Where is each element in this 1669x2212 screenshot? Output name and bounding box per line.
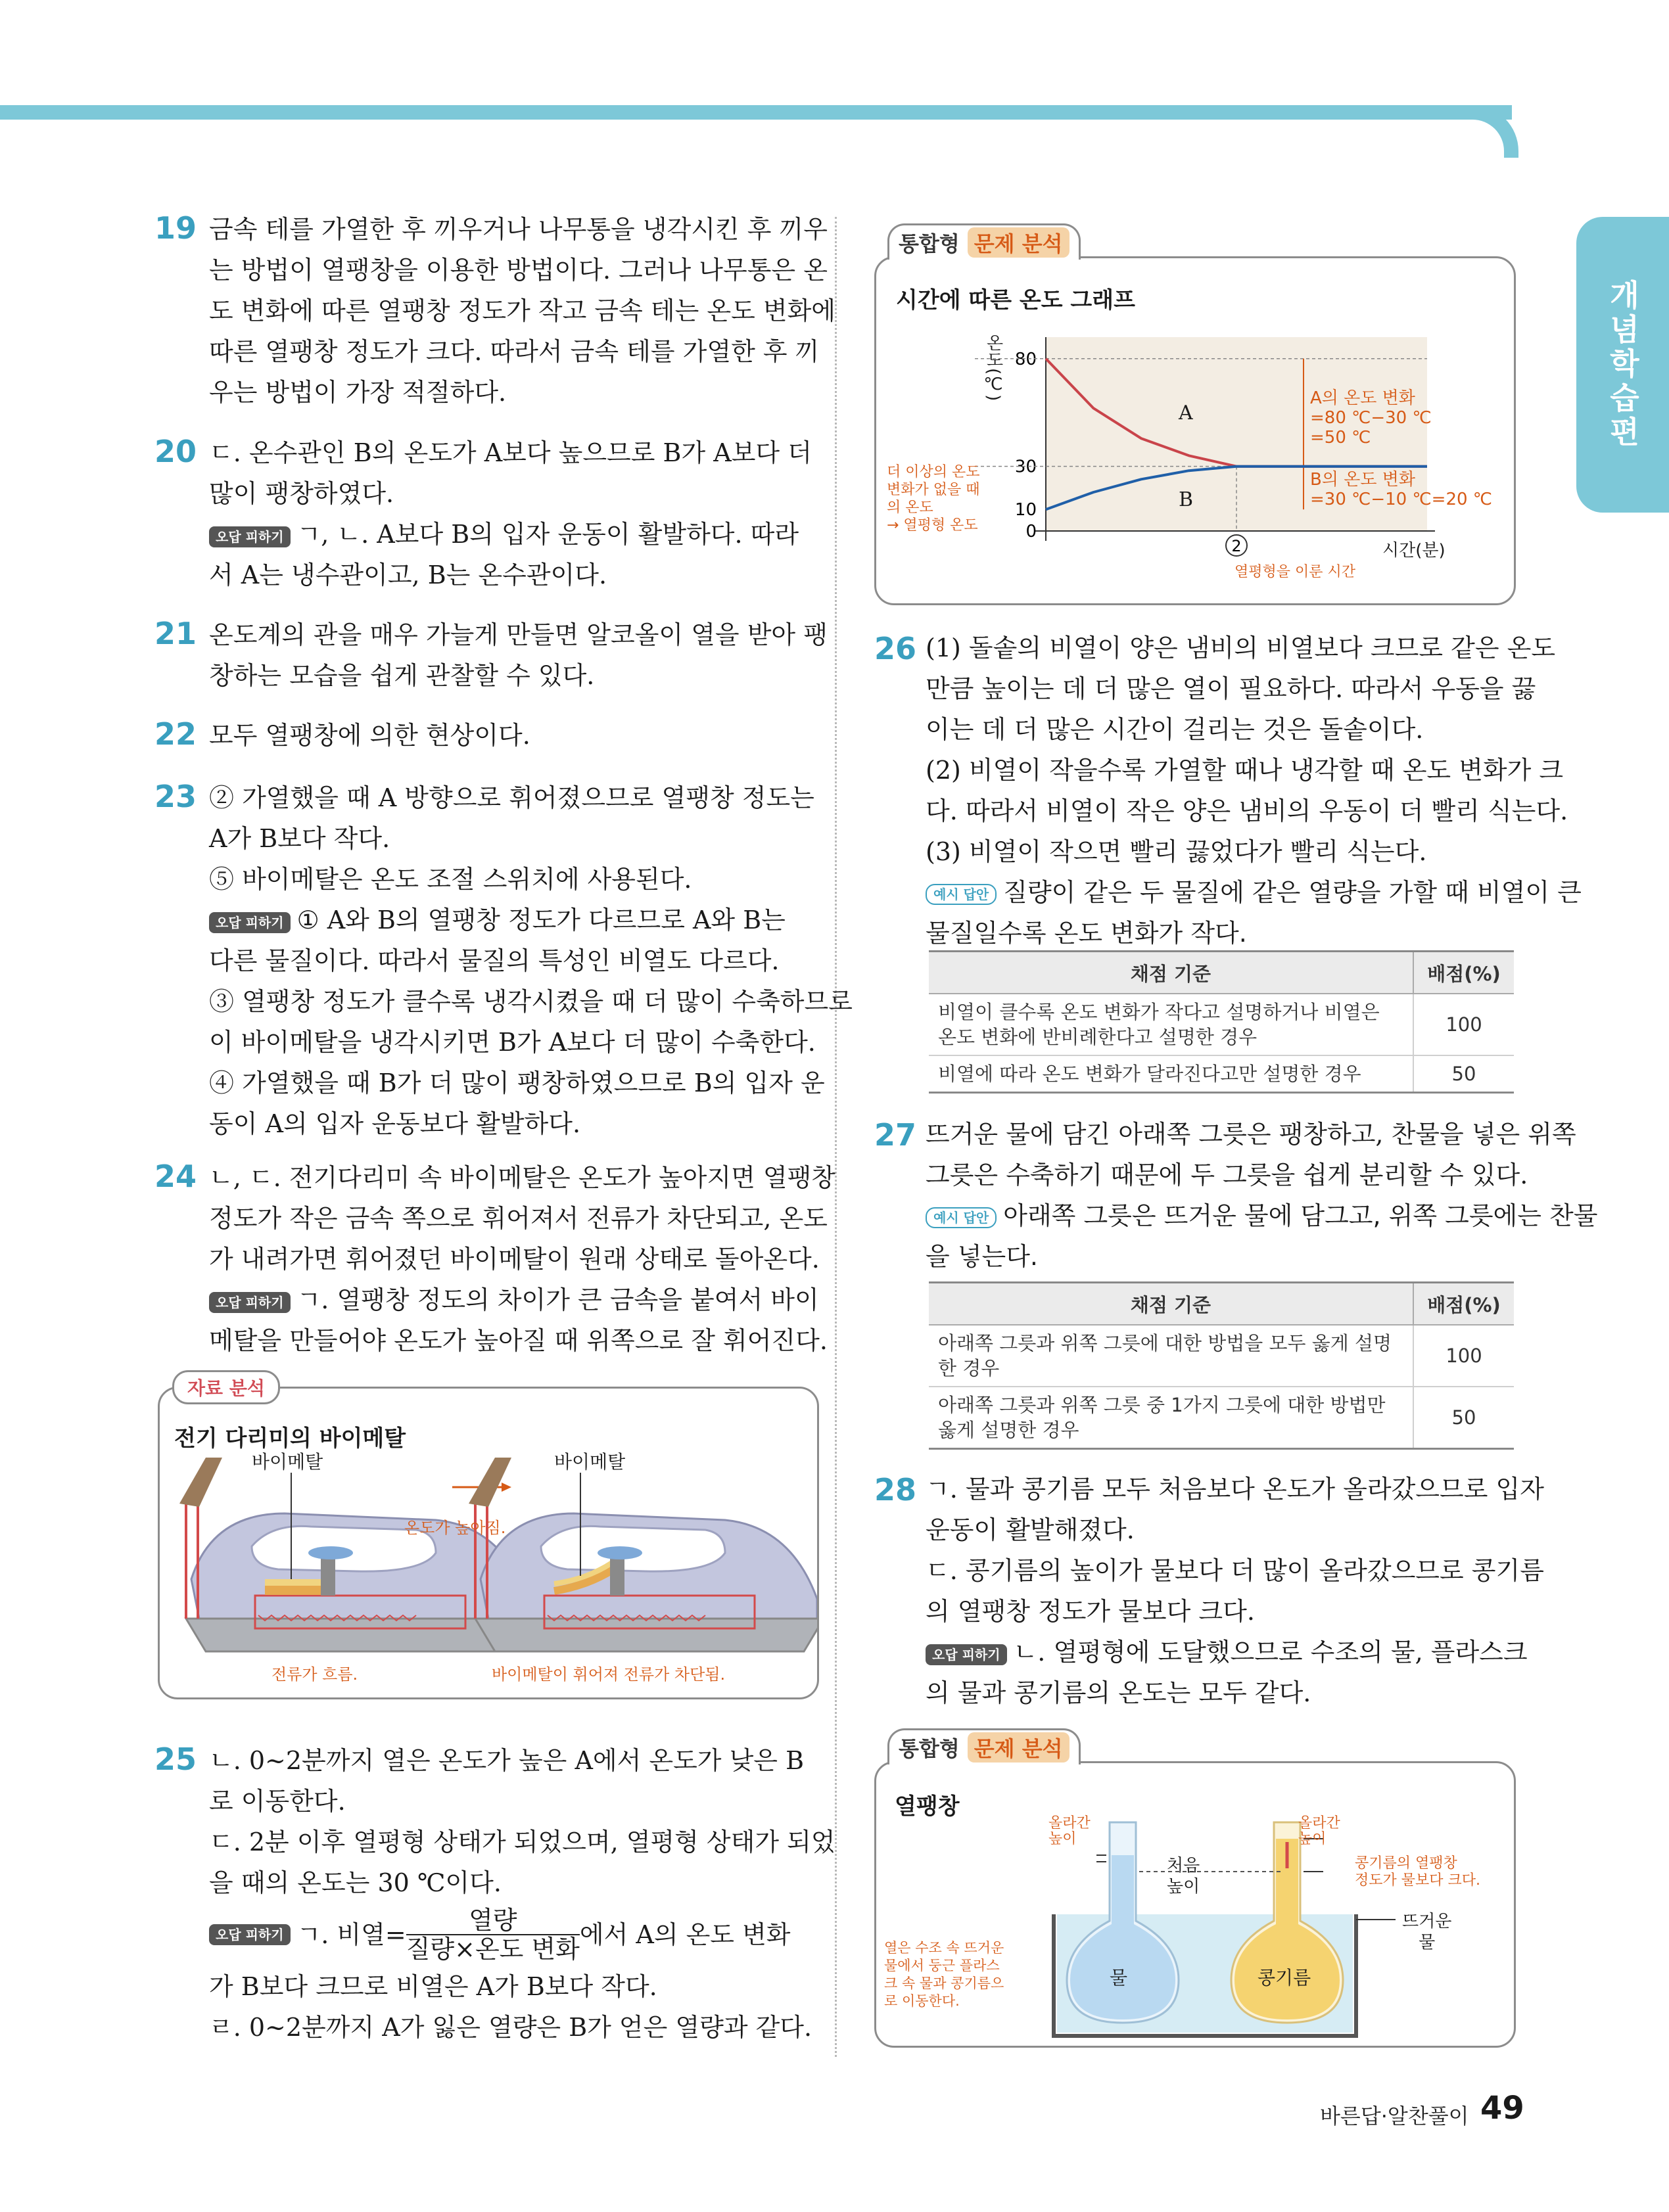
footer-label: 바른답·알찬풀이: [1320, 2104, 1469, 2129]
label-line: 높이: [1048, 1831, 1077, 1847]
q19-answer: [209, 209, 835, 413]
q27-line: 그릇은 수축하기 때문에 두 그릇을 쉽게 분리할 수 있다.: [926, 1161, 1528, 1189]
graph-xlabel: 시간(분): [1382, 541, 1446, 561]
q21-number: 21: [154, 616, 197, 651]
note-line: 로 이동한다.: [884, 1993, 960, 2009]
label-line: 뜨거운: [1402, 1912, 1452, 1931]
q28-wrong-line: ㄴ. 열평형에 도달했으므로 수조의 물, 플라스크: [1013, 1638, 1528, 1667]
note-line: 변화가 없을 때: [887, 482, 980, 498]
x-tick-label: 2: [1231, 537, 1242, 555]
table-cell: 아래쪽 그릇과 위쪽 그릇 중 1가지 그릇에 대한 방법만 옳게 설명한 경우: [929, 1387, 1413, 1449]
q21-answer: [209, 614, 828, 696]
fraction-denominator: 질량×온도 변화: [406, 1935, 580, 1964]
q19-number: 19: [154, 210, 197, 246]
table-cell: 50: [1413, 1387, 1514, 1449]
q28-line: 운동이 활발해졌다.: [926, 1515, 1135, 1544]
note-line: 콩기름의 열팽창: [1355, 1855, 1457, 1872]
q23-wrong-line: 이 바이메탈을 냉각시키면 B가 A보다 더 많이 수축한다.: [209, 1028, 816, 1057]
side-tab-label: 개념학습편: [1605, 279, 1641, 450]
table-row: [929, 1055, 1514, 1093]
y-tick-label: 30: [1014, 457, 1037, 477]
q25-wrong-post: 에서 A의 온도 변화: [579, 1920, 791, 1949]
q26-example-line: 질량이 같은 두 물질에 같은 열량을 가할 때 비열이 큰: [1003, 878, 1582, 907]
b-change-line: B의 온도 변화: [1310, 470, 1415, 490]
q25-line: 로 이동한다.: [209, 1787, 346, 1816]
q23-wrong-line: ③ 열팽창 정도가 클수록 냉각시켰을 때 더 많이 수축하므로: [209, 987, 853, 1016]
q26-answer: [926, 628, 1582, 954]
q28-line: 의 열팽창 정도가 물보다 크다.: [926, 1597, 1255, 1626]
q25-wrong-pre: ㄱ. 비열=: [296, 1920, 406, 1949]
note-line: 크 속 물과 콩기름으: [884, 1975, 1004, 1991]
note-line: 열은 수조 속 뜨거운: [884, 1940, 1004, 1956]
q21-line: 창하는 모습을 쉽게 관찰할 수 있다.: [209, 661, 595, 690]
graph-box-tab: [887, 223, 1081, 260]
q26-line: 다. 따라서 비열이 작은 양은 냄비의 우동이 더 빨리 식는다.: [926, 796, 1568, 825]
bimetal-label-right: 바이메탈: [554, 1451, 626, 1473]
q19-line: 금속 테를 가열한 후 끼우거나 나무통을 냉각시킨 후 끼우: [209, 215, 828, 244]
q26-line: (2) 비열이 작을수록 가열할 때나 냉각할 때 온도 변화가 크: [926, 756, 1564, 785]
q20-line: ㄷ. 온수관인 B의 온도가 A보다 높으므로 B가 A보다 더: [209, 438, 812, 467]
q23-number: 23: [154, 779, 197, 814]
q19-line: 우는 방법이 가장 적절하다.: [209, 378, 507, 407]
q25-line: ㄷ. 2분 이후 열평형 상태가 되었으며, 열평형 상태가 되었: [209, 1828, 835, 1856]
thermal-expansion-box: [874, 1761, 1516, 2048]
y-tick-label: 0: [1025, 522, 1037, 541]
caption-current-flows: 전류가 흐름.: [271, 1665, 358, 1684]
table-cell: 50: [1413, 1055, 1514, 1093]
q28-line: ㄱ. 물과 콩기름 모두 처음보다 온도가 올라갔으므로 입자: [926, 1475, 1544, 1504]
iron-illustration: [160, 1389, 817, 1697]
bimetal-iron-box: [158, 1387, 819, 1699]
oil-rise-label: [1298, 1816, 1340, 1847]
water-rise-label: [1048, 1816, 1091, 1847]
note-line: → 열평형 온도: [887, 517, 978, 534]
tab-analysis: 문제 분석: [968, 1732, 1070, 1763]
table-cell: 아래쪽 그릇과 위쪽 그릇에 대한 방법을 모두 옳게 설명한 경우: [929, 1325, 1413, 1387]
hot-water-label: [1402, 1911, 1451, 1953]
q19-line: 는 방법이 열팽창을 이용한 방법이다. 그러나 나무통은 온: [209, 256, 828, 285]
q24-wrong-line: 메탈을 만들어야 온도가 높아질 때 위쪽으로 잘 휘어진다.: [209, 1326, 828, 1355]
temperature-graph-box: [874, 256, 1516, 605]
table-header: 채점 기준: [929, 952, 1413, 994]
q23-answer: [209, 777, 853, 1144]
q22-line: 모두 열팽창에 의한 현상이다.: [209, 721, 530, 750]
q22-answer: [209, 715, 530, 756]
curve-a-label: A: [1179, 402, 1193, 425]
q23-wrong-line: ④ 가열했을 때 B가 더 많이 팽창하였으므로 B의 입자 운: [209, 1069, 825, 1097]
b-change-note: [1310, 470, 1492, 509]
q25-line: ㄴ. 0~2분까지 열은 온도가 높은 A에서 온도가 낮은 B: [209, 1746, 805, 1775]
q25-number: 25: [154, 1741, 197, 1777]
graph-box-title: 시간에 따른 온도 그래프: [896, 287, 1135, 313]
wrong-answer-tag: 오답 피하기: [209, 1292, 291, 1313]
q26-line: (1) 돌솥의 비열이 양은 냄비의 비열보다 크므로 같은 온도: [926, 634, 1556, 662]
q24-answer: [209, 1157, 835, 1361]
label-line: 물: [1419, 1933, 1436, 1952]
label-line: 처음: [1167, 1856, 1200, 1876]
table-row: [929, 1325, 1514, 1387]
q19-line: 도 변화에 따른 열팽창 정도가 작고 금속 테는 온도 변화에: [209, 296, 835, 325]
a-change-line: A의 온도 변화: [1310, 388, 1415, 408]
q24-line: 가 내려가면 휘어졌던 바이메탈이 원래 상태로 돌아온다.: [209, 1245, 820, 1274]
data-analysis-tag: 자료 분석: [172, 1370, 280, 1404]
q20-number: 20: [154, 434, 197, 469]
specific-heat-fraction: [406, 1906, 580, 1963]
q28-answer: [926, 1469, 1544, 1713]
label-line: 올라간: [1298, 1815, 1340, 1832]
q26-example-line: 물질일수록 온도 변화가 작다.: [926, 919, 1247, 948]
q27-scoring-table: [929, 1281, 1514, 1450]
bimetal-label-left: 바이메탈: [252, 1451, 323, 1473]
q23-line: A가 B보다 작다.: [209, 824, 390, 853]
tab-integrated: 통합형: [899, 231, 960, 256]
a-change-line: =50 ℃: [1310, 428, 1371, 448]
q20-wrong-line: 서 A는 냉수관이고, B는 온수관이다.: [209, 561, 607, 589]
q25-wrong-line: 가 B보다 크므로 비열은 A가 B보다 작다.: [209, 1972, 657, 2001]
q26-line: (3) 비열이 작으면 빨리 끓었다가 빨리 식는다.: [926, 837, 1427, 866]
note-line: 의 온도: [887, 499, 933, 516]
q26-line: 이는 데 더 많은 시간이 걸리는 것은 돌솥이다.: [926, 715, 1424, 744]
q26-line: 만큼 높이는 데 더 많은 열이 필요하다. 따라서 우동을 끓: [926, 674, 1536, 703]
example-answer-tag: 예시 답안: [926, 1207, 997, 1228]
q21-line: 온도계의 관을 매우 가늘게 만들면 알코올이 열을 받아 팽: [209, 620, 828, 649]
a-change-line: =80 ℃−30 ℃: [1310, 408, 1432, 428]
oil-expansion-note: [1355, 1855, 1480, 1889]
y-tick-label: 80: [1014, 349, 1037, 369]
q25-answer: [209, 1740, 835, 2048]
water-label: 물: [1110, 1967, 1128, 1989]
q27-number: 27: [874, 1117, 917, 1153]
q24-number: 24: [154, 1159, 197, 1194]
note-line: 더 이상의 온도: [887, 464, 980, 480]
table-row: [929, 1387, 1514, 1449]
q25-wrong-line: ㄹ. 0~2분까지 A가 잃은 열량은 B가 얻은 열량과 같다.: [209, 2013, 812, 2042]
oil-label: 콩기름: [1258, 1967, 1311, 1989]
iron-box-title: 전기 다리미의 바이메탈: [174, 1425, 406, 1452]
q27-example-line: 을 넣는다.: [926, 1242, 1038, 1271]
table-cell: 비열에 따라 온도 변화가 달라진다고만 설명한 경우: [929, 1055, 1413, 1093]
table-cell: 100: [1413, 1325, 1514, 1387]
fraction-numerator: 열량: [406, 1906, 580, 1935]
table-cell: 비열이 클수록 온도 변화가 작다고 설명하거나 비열은 온도 변화에 반비례한다고 설명한 경우: [929, 994, 1413, 1055]
header-bar: [0, 105, 1512, 120]
wrong-answer-tag: 오답 피하기: [926, 1644, 1007, 1665]
q25-line: 을 때의 온도는 30 ℃이다.: [209, 1868, 502, 1897]
initial-height-label: [1167, 1855, 1200, 1897]
table-header: 배점(%): [1413, 1283, 1514, 1325]
q23-line: ⑤ 바이메탈은 온도 조절 스위치에 사용된다.: [209, 865, 692, 894]
graph-ylabel: 온도(℃): [983, 334, 1003, 402]
q27-example-line: 아래쪽 그릇은 뜨거운 물에 담그고, 위쪽 그릇에는 찬물: [1003, 1201, 1598, 1230]
tab-analysis: 문제 분석: [968, 227, 1070, 258]
q26-scoring-table: [929, 950, 1514, 1094]
equilibrium-time-note: 열평형을 이룬 시간: [1234, 564, 1356, 580]
q20-line: 많이 팽창하였다.: [209, 479, 394, 508]
q24-line: ㄴ, ㄷ. 전기다리미 속 바이메탈은 온도가 높아지면 열팽창: [209, 1163, 835, 1192]
q23-wrong-line: ① A와 B의 열팽창 정도가 다르므로 A와 B는: [296, 906, 786, 934]
q20-wrong-line: ㄱ, ㄴ. A보다 B의 입자 운동이 활발하다. 따라: [296, 520, 799, 549]
q24-wrong-line: ㄱ. 열팽창 정도의 차이가 큰 금속을 붙여서 바이: [296, 1285, 819, 1314]
table-cell: 100: [1413, 994, 1514, 1055]
q27-answer: [926, 1114, 1597, 1277]
q23-wrong-line: 다른 물질이다. 따라서 물질의 특성인 비열도 다르다.: [209, 946, 780, 975]
y-tick-label: 10: [1014, 500, 1037, 520]
table-header: 배점(%): [1413, 952, 1514, 994]
wrong-answer-tag: 오답 피하기: [209, 526, 291, 547]
b-change-line: =30 ℃−10 ℃=20 ℃: [1310, 490, 1492, 509]
q26-number: 26: [874, 631, 917, 666]
flask-box-tab: [887, 1728, 1081, 1764]
example-answer-tag: 예시 답안: [926, 884, 997, 905]
q28-line: ㄷ. 콩기름의 높이가 물보다 더 많이 올라갔으므로 콩기름: [926, 1556, 1544, 1585]
q20-answer: [209, 432, 812, 595]
flask-box-title: 열팽창: [895, 1793, 960, 1820]
curve-b-label: B: [1179, 488, 1194, 511]
caption-current-cut: 바이메탈이 휘어져 전류가 차단됨.: [492, 1665, 726, 1684]
label-line: 높이: [1167, 1877, 1200, 1897]
q24-line: 정도가 작은 금속 쪽으로 휘어져서 전류가 차단되고, 온도: [209, 1204, 828, 1233]
wrong-answer-tag: 오답 피하기: [209, 1924, 291, 1945]
page-number: 49: [1480, 2090, 1524, 2127]
heat-flow-note: [884, 1939, 1004, 2010]
equilibrium-temp-note: [887, 463, 980, 534]
a-change-note: [1310, 388, 1432, 448]
temperature-rise-label: 온도가 높아짐.: [404, 1519, 506, 1537]
q28-wrong-line: 의 물과 콩기름의 온도는 모두 같다.: [926, 1678, 1311, 1707]
q27-line: 뜨거운 물에 담긴 아래쪽 그릇은 팽창하고, 찬물을 넣은 위쪽: [926, 1120, 1576, 1149]
wrong-answer-tag: 오답 피하기: [209, 912, 291, 933]
q23-line: ② 가열했을 때 A 방향으로 휘어졌으므로 열팽창 정도는: [209, 783, 814, 812]
note-line: 정도가 물보다 크다.: [1355, 1872, 1480, 1889]
label-line: 높이: [1298, 1831, 1327, 1847]
q23-wrong-line: 동이 A의 입자 운동보다 활발하다.: [209, 1109, 581, 1138]
q22-number: 22: [154, 716, 197, 752]
table-header: 채점 기준: [929, 1283, 1413, 1325]
q28-number: 28: [874, 1472, 917, 1508]
section-side-tab[interactable]: [1576, 217, 1669, 513]
iron-right: [469, 1458, 817, 1651]
tab-integrated: 통합형: [899, 1736, 960, 1761]
table-row: [929, 994, 1514, 1055]
note-line: 물에서 둥근 플라스: [884, 1958, 1000, 1973]
label-line: 올라간: [1048, 1815, 1091, 1832]
q19-line: 따른 열팽창 정도가 크다. 따라서 금속 테를 가열한 후 끼: [209, 337, 820, 366]
